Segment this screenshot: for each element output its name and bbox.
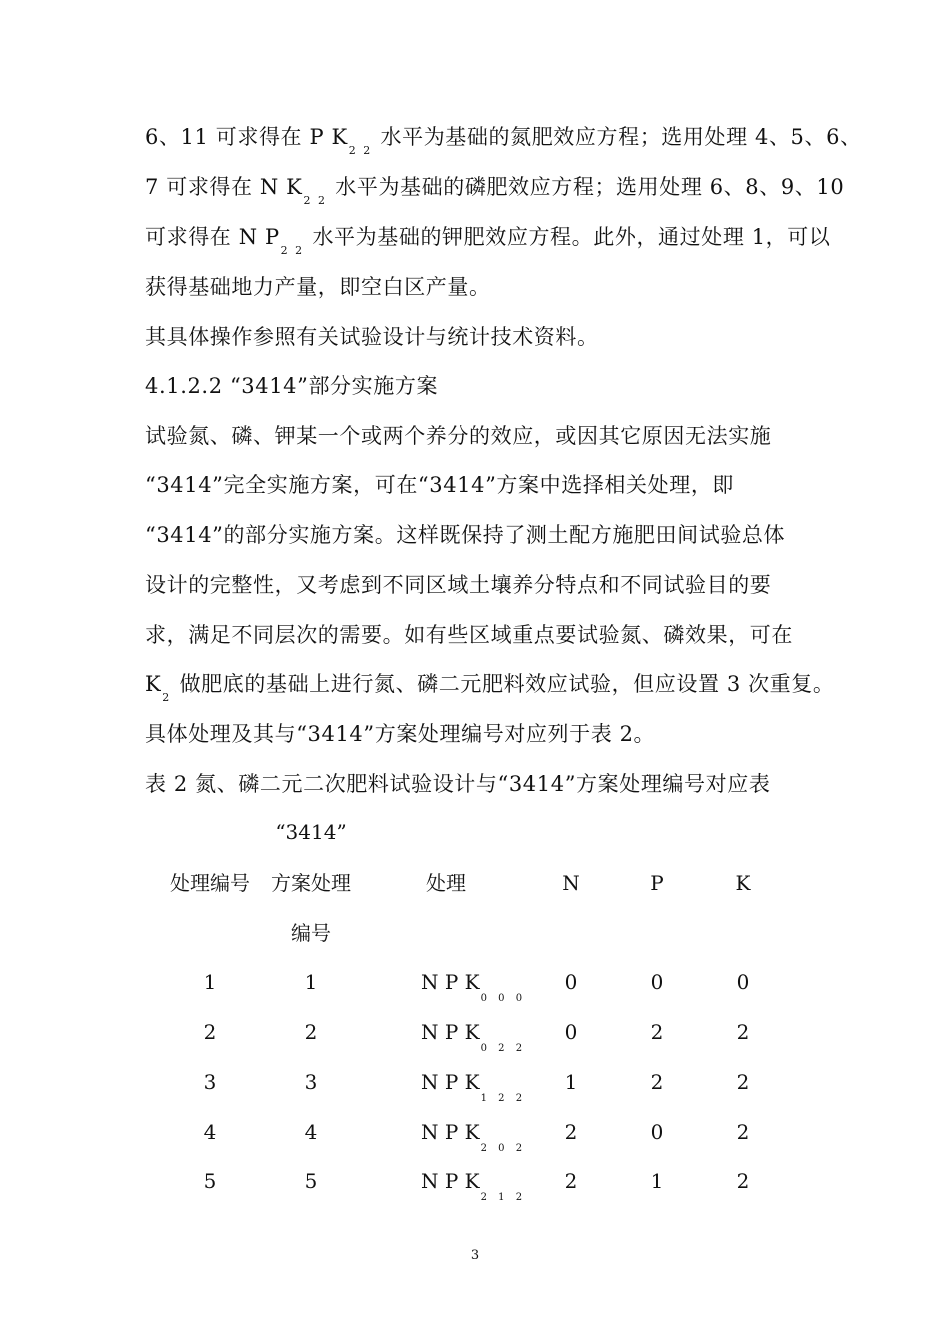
cell-treatment [421,968,527,1004]
treatment-subscript: 1 2 2 [480,1093,527,1104]
cell-id: 5 [203,1169,217,1193]
cell-n: 0 [564,1020,578,1044]
cell-scheme: 3 [304,1070,318,1094]
cell-treatment [421,1167,527,1203]
cell-p: 0 [650,970,664,994]
cell-id: 3 [203,1070,217,1094]
cell-n: 2 [564,1169,578,1193]
paragraph-line: 获得基础地力产量，即空白区产量。 [145,275,491,299]
text-segment: 做肥底的基础上进行氮、磷二元肥料效应试验，但应设置 3 次重复。 [172,672,835,696]
cell-k: 0 [736,970,750,994]
paragraph-line [145,669,834,703]
text-segment: 可求得在 [145,225,239,249]
formula-pk: P K [309,125,348,149]
treatment-subscript: 0 2 2 [480,1043,527,1054]
header-treatment: 处理 [426,871,466,895]
formula-subscript: 2 2 [303,194,327,207]
cell-scheme: 1 [304,970,318,994]
page-number: 3 [470,1248,480,1263]
paragraph-text: 其具体操作参照有关试验设计与统计技术资料。 [145,325,599,349]
treatment-subscript: 2 0 2 [480,1143,527,1154]
section-heading: 4.1.2.2 “3414”部分实施方案 [145,374,439,398]
cell-id: 1 [203,970,217,994]
formula-subscript: 2 [162,691,172,704]
text-segment: 水平为基础的磷肥效应方程；选用处理 6、8、9、10 [327,175,845,199]
cell-p: 0 [650,1120,664,1144]
paragraph-line: 设计的完整性，又考虑到不同区域土壤养分特点和不同试验目的要 [145,573,772,597]
cell-n: 0 [564,970,578,994]
paragraph-line [145,172,844,206]
treatment-formula: N P K [421,1169,480,1193]
cell-p: 1 [650,1169,664,1193]
treatment-formula: N P K [421,1120,480,1144]
cell-n: 1 [564,1070,578,1094]
cell-p: 2 [650,1070,664,1094]
header-scheme-line3: 编号 [291,921,331,945]
paragraph-line: “3414”完全实施方案，可在“3414”方案中选择相关处理，即 [145,473,735,497]
treatment-formula: N P K [421,1070,480,1094]
cell-scheme: 4 [304,1120,318,1144]
paragraph-line: 具体处理及其与“3414”方案处理编号对应列于表 2。 [145,722,656,746]
cell-treatment [421,1068,527,1104]
cell-k: 2 [736,1020,750,1044]
cell-scheme: 2 [304,1020,318,1044]
treatment-subscript: 0 0 0 [480,993,527,1004]
formula-nk: N K [259,175,303,199]
treatment-formula: N P K [421,1020,480,1044]
text-segment: 7 可求得在 [145,175,260,199]
paragraph-line: 试验氮、磷、钾某一个或两个养分的效应，或因其它原因无法实施 [145,424,772,448]
formula-subscript: 2 2 [348,144,373,157]
paragraph-line [145,222,830,256]
cell-treatment [421,1118,527,1154]
table-caption: 表 2 氮、磷二元二次肥料试验设计与“3414”方案处理编号对应表 [145,772,771,796]
header-k: K [735,871,751,895]
paragraph-line [145,122,862,156]
text-segment: 水平为基础的钾肥效应方程。此外，通过处理 1，可以 [305,225,831,249]
header-treatment-id: 处理编号 [170,871,250,895]
cell-scheme: 5 [304,1169,318,1193]
header-scheme-line1: “3414” [275,820,347,844]
header-p: P [650,871,664,895]
formula-subscript: 2 2 [280,244,305,257]
treatment-subscript: 2 1 2 [480,1192,527,1203]
cell-id: 4 [203,1120,217,1144]
cell-p: 2 [650,1020,664,1044]
treatment-formula: N P K [421,970,480,994]
cell-k: 2 [736,1070,750,1094]
cell-n: 2 [564,1120,578,1144]
header-n: N [562,871,580,895]
paragraph-line: “3414”的部分实施方案。这样既保持了测土配方施肥田间试验总体 [145,523,786,547]
text-segment: 水平为基础的氮肥效应方程；选用处理 4、5、6、 [373,125,862,149]
cell-k: 2 [736,1169,750,1193]
cell-id: 2 [203,1020,217,1044]
cell-k: 2 [736,1120,750,1144]
header-scheme-line2: 方案处理 [271,871,351,895]
formula-np: N P [238,225,280,249]
cell-treatment [421,1018,527,1054]
formula-k: K [145,672,162,696]
paragraph-line: 求，满足不同层次的需要。如有些区域重点要试验氮、磷效果，可在 [145,623,793,647]
text-segment: 6、11 可求得在 [145,125,310,149]
